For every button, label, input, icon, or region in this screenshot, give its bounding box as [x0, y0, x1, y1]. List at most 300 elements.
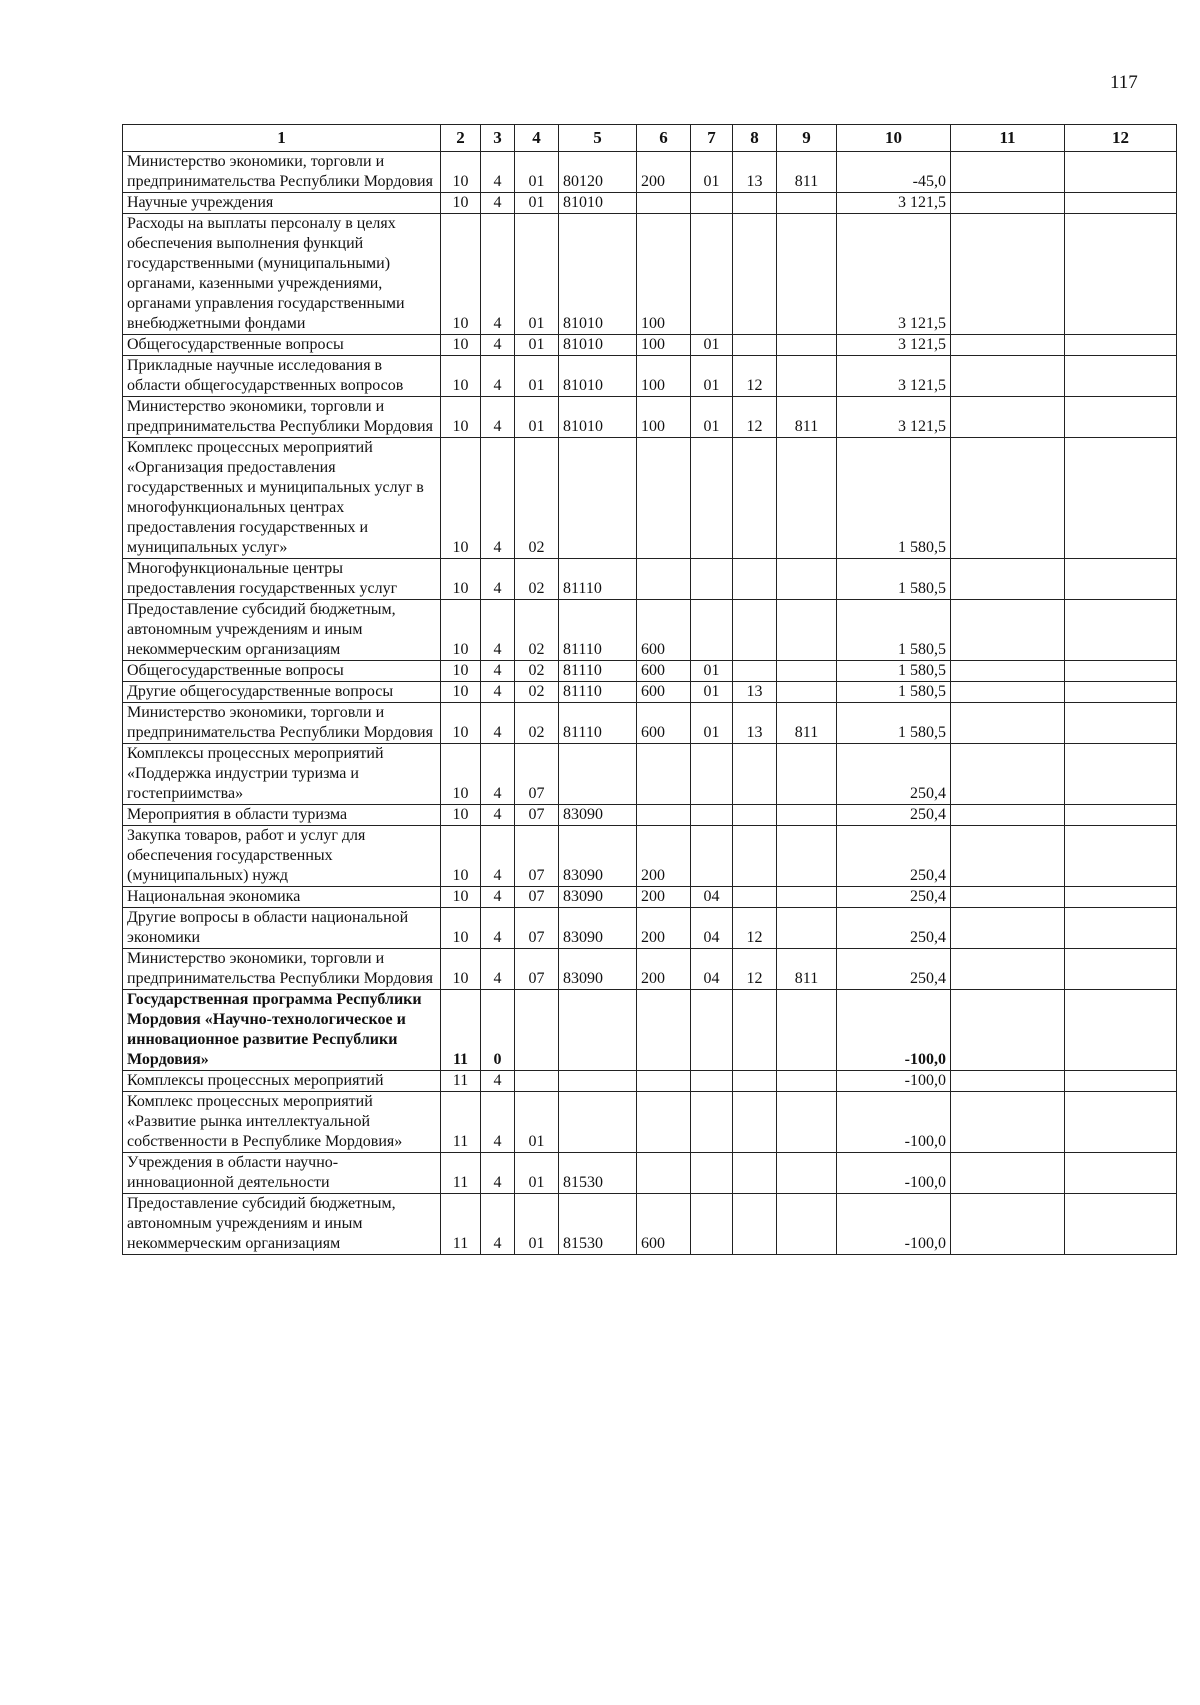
- cell-col-5: 81010: [559, 356, 637, 397]
- cell-col-4: 07: [515, 908, 559, 949]
- column-header: 5: [559, 125, 637, 152]
- cell-col-4: 01: [515, 397, 559, 438]
- table-row: [123, 1092, 1177, 1153]
- row-name-cell: Общегосударственные вопросы: [123, 335, 441, 356]
- cell-col-7: [691, 600, 733, 661]
- cell-col-10: 250,4: [837, 805, 951, 826]
- cell-col-9: [777, 682, 837, 703]
- cell-col-12: [1065, 152, 1177, 193]
- cell-col-10: 250,4: [837, 744, 951, 805]
- cell-col-6: 600: [637, 1194, 691, 1255]
- cell-col-8: [733, 600, 777, 661]
- cell-col-7: 01: [691, 661, 733, 682]
- cell-col-7: 04: [691, 908, 733, 949]
- cell-col-5: 81110: [559, 600, 637, 661]
- cell-col-8: 12: [733, 356, 777, 397]
- cell-col-11: [951, 990, 1065, 1071]
- cell-col-9: [777, 908, 837, 949]
- cell-col-3: 4: [481, 559, 515, 600]
- cell-col-2: 10: [441, 744, 481, 805]
- cell-col-9: [777, 559, 837, 600]
- column-header: 11: [951, 125, 1065, 152]
- cell-col-2: 10: [441, 887, 481, 908]
- row-name-cell: Министерство экономики, торговли и предпринимательства Республики Мордовия: [123, 152, 441, 193]
- cell-col-2: 10: [441, 908, 481, 949]
- column-header: 1: [123, 125, 441, 152]
- cell-col-7: [691, 826, 733, 887]
- cell-col-10: 3 121,5: [837, 335, 951, 356]
- cell-col-3: 4: [481, 356, 515, 397]
- cell-col-6: [637, 744, 691, 805]
- row-name-cell: Национальная экономика: [123, 887, 441, 908]
- cell-col-3: 4: [481, 335, 515, 356]
- cell-col-9: [777, 600, 837, 661]
- cell-col-7: [691, 193, 733, 214]
- cell-col-8: [733, 1153, 777, 1194]
- row-name-cell: Министерство экономики, торговли и предпринимательства Республики Мордовия: [123, 703, 441, 744]
- cell-col-12: [1065, 703, 1177, 744]
- row-name-cell: Комплекс процессных мероприятий «Организация предоставления государственных и муниципальных услуг в многофункциональных центрах предоставления государственных и муниципальных услуг»: [123, 438, 441, 559]
- cell-col-9: [777, 744, 837, 805]
- cell-col-5: [559, 1092, 637, 1153]
- cell-col-2: 11: [441, 1092, 481, 1153]
- cell-col-6: 100: [637, 397, 691, 438]
- cell-col-7: [691, 214, 733, 335]
- cell-col-10: 3 121,5: [837, 193, 951, 214]
- cell-col-9: [777, 887, 837, 908]
- cell-col-9: [777, 661, 837, 682]
- cell-col-12: [1065, 887, 1177, 908]
- cell-col-9: 811: [777, 949, 837, 990]
- cell-col-5: 81010: [559, 397, 637, 438]
- cell-col-2: 10: [441, 335, 481, 356]
- cell-col-6: 200: [637, 887, 691, 908]
- cell-col-4: 07: [515, 805, 559, 826]
- cell-col-7: [691, 805, 733, 826]
- column-header: 10: [837, 125, 951, 152]
- cell-col-6: 200: [637, 152, 691, 193]
- cell-col-10: 250,4: [837, 826, 951, 887]
- cell-col-5: [559, 1071, 637, 1092]
- cell-col-2: 11: [441, 1071, 481, 1092]
- cell-col-4: [515, 1071, 559, 1092]
- cell-col-6: 600: [637, 703, 691, 744]
- cell-col-12: [1065, 214, 1177, 335]
- cell-col-6: [637, 805, 691, 826]
- cell-col-6: 200: [637, 908, 691, 949]
- cell-col-12: [1065, 356, 1177, 397]
- cell-col-8: 12: [733, 908, 777, 949]
- cell-col-11: [951, 1071, 1065, 1092]
- cell-col-11: [951, 826, 1065, 887]
- row-name-cell: Государственная программа Республики Мордовия «Научно-технологическое и инновационное развитие Республики Мордовия»: [123, 990, 441, 1071]
- cell-col-6: 200: [637, 826, 691, 887]
- cell-col-3: 4: [481, 744, 515, 805]
- table-row: [123, 214, 1177, 335]
- column-header: 3: [481, 125, 515, 152]
- cell-col-10: 3 121,5: [837, 356, 951, 397]
- cell-col-5: 81010: [559, 335, 637, 356]
- table-body: [123, 152, 1177, 1255]
- cell-col-4: 01: [515, 193, 559, 214]
- column-header: 2: [441, 125, 481, 152]
- cell-col-11: [951, 682, 1065, 703]
- cell-col-10: 1 580,5: [837, 682, 951, 703]
- cell-col-7: [691, 1153, 733, 1194]
- cell-col-4: 01: [515, 1092, 559, 1153]
- cell-col-12: [1065, 438, 1177, 559]
- cell-col-9: [777, 193, 837, 214]
- cell-col-10: -100,0: [837, 1153, 951, 1194]
- cell-col-2: 10: [441, 661, 481, 682]
- column-header: 12: [1065, 125, 1177, 152]
- cell-col-10: 1 580,5: [837, 703, 951, 744]
- table-row: [123, 438, 1177, 559]
- cell-col-7: 04: [691, 949, 733, 990]
- cell-col-4: 02: [515, 703, 559, 744]
- cell-col-5: 81110: [559, 661, 637, 682]
- cell-col-8: [733, 438, 777, 559]
- table-row: [123, 559, 1177, 600]
- cell-col-9: 811: [777, 397, 837, 438]
- cell-col-8: [733, 661, 777, 682]
- cell-col-5: 81110: [559, 559, 637, 600]
- cell-col-3: 4: [481, 1153, 515, 1194]
- cell-col-7: [691, 1194, 733, 1255]
- cell-col-9: [777, 826, 837, 887]
- cell-col-3: 4: [481, 805, 515, 826]
- cell-col-7: 01: [691, 152, 733, 193]
- column-header: 9: [777, 125, 837, 152]
- cell-col-12: [1065, 1194, 1177, 1255]
- cell-col-9: [777, 438, 837, 559]
- cell-col-4: 07: [515, 826, 559, 887]
- cell-col-12: [1065, 908, 1177, 949]
- cell-col-9: [777, 356, 837, 397]
- cell-col-5: 83090: [559, 908, 637, 949]
- cell-col-12: [1065, 805, 1177, 826]
- cell-col-9: 811: [777, 703, 837, 744]
- cell-col-9: [777, 990, 837, 1071]
- table-row: [123, 949, 1177, 990]
- row-name-cell: Мероприятия в области туризма: [123, 805, 441, 826]
- cell-col-3: 4: [481, 214, 515, 335]
- cell-col-2: 10: [441, 949, 481, 990]
- cell-col-12: [1065, 661, 1177, 682]
- cell-col-6: 600: [637, 661, 691, 682]
- cell-col-8: [733, 887, 777, 908]
- cell-col-11: [951, 1092, 1065, 1153]
- cell-col-5: 83090: [559, 805, 637, 826]
- cell-col-11: [951, 908, 1065, 949]
- cell-col-9: [777, 1153, 837, 1194]
- cell-col-4: 07: [515, 887, 559, 908]
- cell-col-11: [951, 1153, 1065, 1194]
- cell-col-8: 12: [733, 949, 777, 990]
- cell-col-8: 13: [733, 152, 777, 193]
- page-number: 117: [1110, 72, 1138, 93]
- cell-col-4: 01: [515, 335, 559, 356]
- cell-col-9: [777, 1071, 837, 1092]
- cell-col-6: 600: [637, 682, 691, 703]
- table-row: [123, 887, 1177, 908]
- cell-col-3: 4: [481, 703, 515, 744]
- cell-col-3: 4: [481, 193, 515, 214]
- cell-col-12: [1065, 397, 1177, 438]
- cell-col-2: 10: [441, 703, 481, 744]
- cell-col-11: [951, 887, 1065, 908]
- cell-col-8: [733, 1092, 777, 1153]
- cell-col-2: 11: [441, 990, 481, 1071]
- cell-col-5: [559, 438, 637, 559]
- row-name-cell: Комплексы процессных мероприятий «Поддержка индустрии туризма и гостеприимства»: [123, 744, 441, 805]
- cell-col-3: 4: [481, 1194, 515, 1255]
- cell-col-5: 83090: [559, 949, 637, 990]
- table-row: [123, 356, 1177, 397]
- cell-col-11: [951, 949, 1065, 990]
- cell-col-4: 02: [515, 559, 559, 600]
- cell-col-8: [733, 335, 777, 356]
- cell-col-3: 4: [481, 152, 515, 193]
- cell-col-5: 83090: [559, 826, 637, 887]
- cell-col-5: [559, 744, 637, 805]
- cell-col-2: 10: [441, 682, 481, 703]
- row-name-cell: Министерство экономики, торговли и предпринимательства Республики Мордовия: [123, 397, 441, 438]
- row-name-cell: Закупка товаров, работ и услуг для обеспечения государственных (муниципальных) нужд: [123, 826, 441, 887]
- table-row: [123, 826, 1177, 887]
- row-name-cell: Министерство экономики, торговли и предпринимательства Республики Мордовия: [123, 949, 441, 990]
- cell-col-4: 01: [515, 356, 559, 397]
- cell-col-3: 4: [481, 682, 515, 703]
- cell-col-3: 4: [481, 1071, 515, 1092]
- cell-col-12: [1065, 1092, 1177, 1153]
- cell-col-6: 200: [637, 949, 691, 990]
- table-row: [123, 703, 1177, 744]
- cell-col-2: 10: [441, 805, 481, 826]
- cell-col-3: 4: [481, 661, 515, 682]
- table-row: [123, 682, 1177, 703]
- header-row: [123, 125, 1177, 152]
- row-name-cell: Научные учреждения: [123, 193, 441, 214]
- cell-col-10: -100,0: [837, 1092, 951, 1153]
- table-row: [123, 335, 1177, 356]
- column-header: 6: [637, 125, 691, 152]
- cell-col-12: [1065, 193, 1177, 214]
- cell-col-8: [733, 744, 777, 805]
- cell-col-4: 02: [515, 661, 559, 682]
- cell-col-8: [733, 1194, 777, 1255]
- row-name-cell: Учреждения в области научно-инновационной деятельности: [123, 1153, 441, 1194]
- cell-col-12: [1065, 1153, 1177, 1194]
- cell-col-10: 1 580,5: [837, 661, 951, 682]
- cell-col-6: [637, 559, 691, 600]
- cell-col-8: [733, 1071, 777, 1092]
- row-name-cell: Другие вопросы в области национальной экономики: [123, 908, 441, 949]
- table-row: [123, 397, 1177, 438]
- cell-col-8: 13: [733, 682, 777, 703]
- row-name-cell: Предоставление субсидий бюджетным, автономным учреждениям и иным некоммерческим организациям: [123, 1194, 441, 1255]
- cell-col-2: 10: [441, 152, 481, 193]
- cell-col-4: 01: [515, 152, 559, 193]
- cell-col-4: 07: [515, 744, 559, 805]
- cell-col-12: [1065, 826, 1177, 887]
- cell-col-5: 81110: [559, 682, 637, 703]
- cell-col-2: 11: [441, 1194, 481, 1255]
- cell-col-10: -100,0: [837, 1194, 951, 1255]
- cell-col-6: [637, 1153, 691, 1194]
- cell-col-3: 4: [481, 887, 515, 908]
- cell-col-11: [951, 214, 1065, 335]
- cell-col-11: [951, 397, 1065, 438]
- cell-col-5: 81010: [559, 193, 637, 214]
- cell-col-9: [777, 1092, 837, 1153]
- cell-col-2: 10: [441, 356, 481, 397]
- cell-col-8: [733, 805, 777, 826]
- cell-col-3: 4: [481, 397, 515, 438]
- table-row: [123, 661, 1177, 682]
- row-name-cell: Другие общегосударственные вопросы: [123, 682, 441, 703]
- cell-col-8: [733, 990, 777, 1071]
- table-row: [123, 908, 1177, 949]
- cell-col-3: 4: [481, 908, 515, 949]
- cell-col-10: 1 580,5: [837, 438, 951, 559]
- cell-col-10: -100,0: [837, 1071, 951, 1092]
- cell-col-7: 01: [691, 703, 733, 744]
- cell-col-4: 02: [515, 438, 559, 559]
- cell-col-7: [691, 1071, 733, 1092]
- row-name-cell: Комплексы процессных мероприятий: [123, 1071, 441, 1092]
- cell-col-2: 10: [441, 193, 481, 214]
- cell-col-11: [951, 356, 1065, 397]
- column-header: 8: [733, 125, 777, 152]
- cell-col-5: 83090: [559, 887, 637, 908]
- cell-col-12: [1065, 744, 1177, 805]
- cell-col-8: 12: [733, 397, 777, 438]
- row-name-cell: Общегосударственные вопросы: [123, 661, 441, 682]
- cell-col-12: [1065, 682, 1177, 703]
- cell-col-10: 250,4: [837, 887, 951, 908]
- row-name-cell: Расходы на выплаты персоналу в целях обеспечения выполнения функций государственными (муниципальными) органами, казенными учреждениями, органами управления государственными внебюджетными фондами: [123, 214, 441, 335]
- cell-col-2: 10: [441, 397, 481, 438]
- cell-col-6: [637, 1071, 691, 1092]
- cell-col-7: 01: [691, 682, 733, 703]
- cell-col-12: [1065, 335, 1177, 356]
- cell-col-7: [691, 744, 733, 805]
- table-row: [123, 1071, 1177, 1092]
- cell-col-7: 01: [691, 335, 733, 356]
- budget-table: [122, 124, 1177, 1255]
- cell-col-3: 0: [481, 990, 515, 1071]
- cell-col-7: 01: [691, 397, 733, 438]
- cell-col-10: 3 121,5: [837, 214, 951, 335]
- cell-col-2: 10: [441, 438, 481, 559]
- cell-col-2: 10: [441, 214, 481, 335]
- cell-col-12: [1065, 600, 1177, 661]
- cell-col-12: [1065, 990, 1177, 1071]
- cell-col-10: 250,4: [837, 908, 951, 949]
- cell-col-8: [733, 214, 777, 335]
- cell-col-11: [951, 559, 1065, 600]
- cell-col-11: [951, 600, 1065, 661]
- cell-col-3: 4: [481, 826, 515, 887]
- table-row: [123, 744, 1177, 805]
- cell-col-11: [951, 703, 1065, 744]
- cell-col-4: 01: [515, 214, 559, 335]
- cell-col-5: [559, 990, 637, 1071]
- cell-col-7: 01: [691, 356, 733, 397]
- table-row: [123, 193, 1177, 214]
- cell-col-11: [951, 152, 1065, 193]
- cell-col-5: 81010: [559, 214, 637, 335]
- cell-col-9: 811: [777, 152, 837, 193]
- table-row: [123, 990, 1177, 1071]
- cell-col-10: 1 580,5: [837, 600, 951, 661]
- cell-col-2: 10: [441, 559, 481, 600]
- cell-col-7: [691, 990, 733, 1071]
- cell-col-9: [777, 335, 837, 356]
- cell-col-4: 01: [515, 1194, 559, 1255]
- table-row: [123, 1153, 1177, 1194]
- cell-col-6: 100: [637, 335, 691, 356]
- cell-col-10: 250,4: [837, 949, 951, 990]
- cell-col-7: [691, 1092, 733, 1153]
- cell-col-12: [1065, 1071, 1177, 1092]
- cell-col-8: 13: [733, 703, 777, 744]
- table-row: [123, 152, 1177, 193]
- cell-col-6: [637, 990, 691, 1071]
- cell-col-11: [951, 438, 1065, 559]
- cell-col-11: [951, 805, 1065, 826]
- cell-col-4: 07: [515, 949, 559, 990]
- cell-col-3: 4: [481, 600, 515, 661]
- cell-col-5: 81530: [559, 1194, 637, 1255]
- cell-col-4: 02: [515, 682, 559, 703]
- cell-col-11: [951, 335, 1065, 356]
- cell-col-7: [691, 559, 733, 600]
- cell-col-12: [1065, 949, 1177, 990]
- cell-col-11: [951, 193, 1065, 214]
- cell-col-6: [637, 438, 691, 559]
- cell-col-6: [637, 193, 691, 214]
- cell-col-4: 01: [515, 1153, 559, 1194]
- row-name-cell: Многофункциональные центры предоставления государственных услуг: [123, 559, 441, 600]
- cell-col-6: 100: [637, 356, 691, 397]
- cell-col-9: [777, 805, 837, 826]
- cell-col-2: 11: [441, 1153, 481, 1194]
- row-name-cell: Прикладные научные исследования в области общегосударственных вопросов: [123, 356, 441, 397]
- table-row: [123, 805, 1177, 826]
- cell-col-10: 3 121,5: [837, 397, 951, 438]
- cell-col-11: [951, 661, 1065, 682]
- cell-col-9: [777, 1194, 837, 1255]
- cell-col-5: 80120: [559, 152, 637, 193]
- table-row: [123, 600, 1177, 661]
- cell-col-8: [733, 826, 777, 887]
- cell-col-12: [1065, 559, 1177, 600]
- cell-col-5: 81110: [559, 703, 637, 744]
- cell-col-9: [777, 214, 837, 335]
- row-name-cell: Комплекс процессных мероприятий «Развитие рынка интеллектуальной собственности в Республике Мордовия»: [123, 1092, 441, 1153]
- cell-col-3: 4: [481, 1092, 515, 1153]
- cell-col-4: 02: [515, 600, 559, 661]
- cell-col-3: 4: [481, 438, 515, 559]
- cell-col-8: [733, 193, 777, 214]
- cell-col-8: [733, 559, 777, 600]
- cell-col-6: 600: [637, 600, 691, 661]
- cell-col-2: 10: [441, 826, 481, 887]
- row-name-cell: Предоставление субсидий бюджетным, автономным учреждениям и иным некоммерческим организациям: [123, 600, 441, 661]
- cell-col-7: 04: [691, 887, 733, 908]
